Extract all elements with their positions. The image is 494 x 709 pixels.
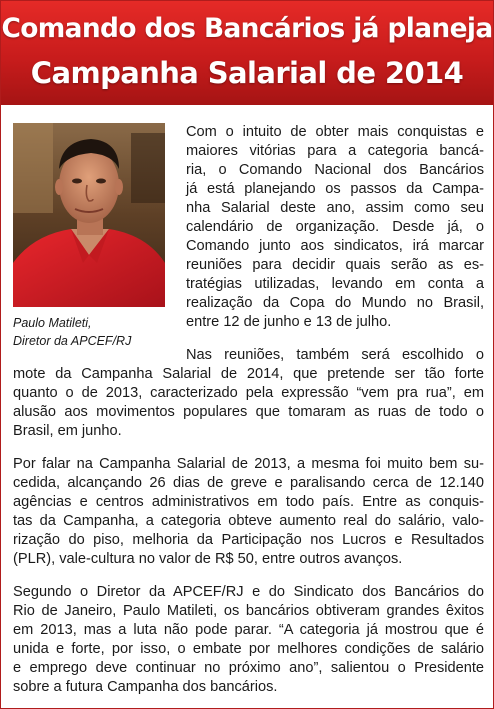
text-line: em 2013, mas a luta não pode parar. “A categoria já mostrou que é <box>13 622 484 638</box>
text-line: e emprego deve continuar no próximo ano”, salientou o Presidente <box>13 660 484 676</box>
paragraph-4 <box>13 583 484 697</box>
text-line: realização da Copa do Mundo no Brasil, <box>186 295 484 311</box>
headline-line-2: Campanha Salarial de 2014 <box>30 56 464 90</box>
text-line: Comando junto aos sindicatos, irá marcar <box>186 238 484 254</box>
text-line: nha Salarial deste ano, assim como seu <box>186 200 484 216</box>
caption-name: Paulo Matileti, <box>13 316 92 330</box>
text-line: sobre a futura Campanha dos bancários. <box>13 679 278 695</box>
text-line: rização do piso, melhoria da Participação nos Lucros e Resultados <box>13 532 484 548</box>
headline-line-1: Comando dos Bancários já planeja <box>1 13 493 44</box>
photo-caption <box>13 314 178 350</box>
text-line: unida e forte, por isso, o embate por melhores condições de salário <box>13 641 484 657</box>
text-line: maiores vitórias para a categoria bancá- <box>186 143 484 159</box>
text-line: alusão aos movimentos populares que tomaram as ruas de todo o <box>13 404 484 420</box>
text-line: Brasil, em junho. <box>13 423 122 439</box>
text-line: cedida, alcançando 26 dias de greve e paralisando cerca de 12.140 <box>13 475 484 491</box>
caption-role: Diretor da APCEF/RJ <box>13 334 132 348</box>
text-line: ria, o Comando Nacional dos Bancários <box>186 162 484 178</box>
text-line: Por falar na Campanha Salarial de 2013, a mesma foi muito bem su- <box>13 456 484 472</box>
text-line: já está planejando os passos da Campa- <box>186 181 484 197</box>
text-line: Com o intuito de obter mais conquistas e <box>186 124 484 140</box>
text-line: reuniões para decidir quais serão as es- <box>186 257 484 273</box>
text-line: agências e centros administrativos em todo país. Entre as conquis- <box>13 494 484 510</box>
text-line: (PLR), vale-cultura no valor de R$ 50, entre outros avanços. <box>13 551 403 567</box>
text-line: calendário de organização. Desde já, o <box>186 219 484 235</box>
text-line: tas da Campanha, a categoria obteve aumento real do salário, valo- <box>13 513 484 529</box>
headline-banner <box>1 1 493 105</box>
text-line: Rio de Janeiro, Paulo Matileti, os bancários obtiveram grandes êxitos <box>13 603 484 619</box>
portrait-photo <box>13 123 165 307</box>
paragraph-1 <box>186 123 484 332</box>
paragraph-2 <box>13 346 484 441</box>
text-line: Nas reuniões, também será escolhido o <box>186 347 484 363</box>
text-line: quanto o de 2013, caracterizado pela expressão “vem pra rua”, em <box>13 385 484 401</box>
text-line: Segundo o Diretor da APCEF/RJ e do Sindicato dos Bancários do <box>13 584 484 600</box>
portrait-illustration <box>13 123 165 307</box>
text-line: entre 12 de junho e 13 de julho. <box>186 314 392 330</box>
text-line: tratégias utilizadas, levando em conta a <box>186 276 484 292</box>
text-line: mote da Campanha Salarial de 2014, que pretende ser tão forte <box>13 366 484 382</box>
paragraph-3 <box>13 455 484 569</box>
